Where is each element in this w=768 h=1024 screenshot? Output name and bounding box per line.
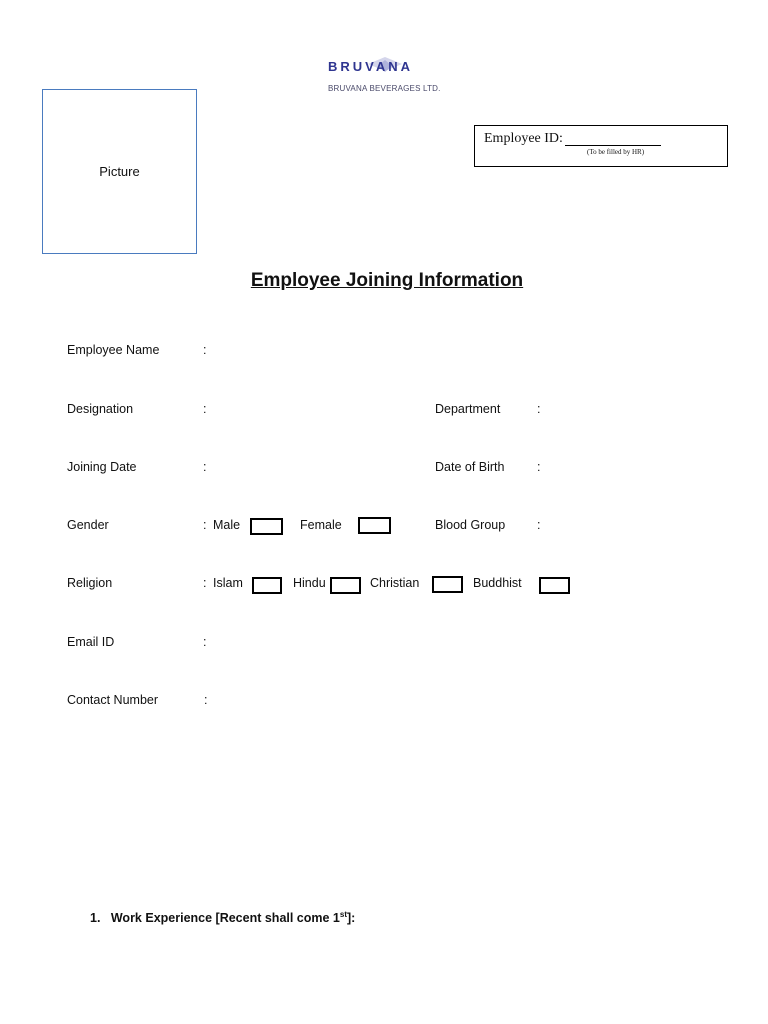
company-name: BRUVANA BEVERAGES LTD. — [328, 84, 441, 93]
email-id-colon: : — [203, 635, 207, 649]
employee-id-note: (To be filled by HR) — [587, 148, 645, 156]
contact-number-colon: : — [204, 693, 208, 707]
email-id-label: Email ID — [67, 635, 115, 649]
employee-id-box — [474, 125, 728, 167]
joining-date-colon: : — [203, 460, 207, 474]
contact-number-label: Contact Number — [67, 693, 159, 707]
religion-hindu-label: Hindu — [293, 576, 326, 590]
section-number: 1. — [90, 911, 101, 926]
religion-islam-checkbox[interactable] — [252, 577, 282, 594]
employee-id-label: Employee ID: — [484, 131, 563, 146]
gender-female-label: Female — [300, 518, 342, 532]
section-superscript: st — [339, 910, 348, 919]
employee-id-field[interactable] — [565, 145, 661, 146]
contact-number-field[interactable] — [215, 690, 725, 710]
gender-label: Gender — [67, 518, 109, 532]
date-of-birth-label: Date of Birth — [435, 460, 505, 474]
picture-label: Picture — [99, 164, 140, 179]
designation-colon: : — [203, 402, 207, 416]
gender-colon: : — [203, 518, 207, 532]
designation-label: Designation — [67, 402, 134, 416]
religion-buddhist-checkbox[interactable] — [539, 577, 570, 594]
employee-name-label: Employee Name — [67, 343, 160, 357]
date-of-birth-colon: : — [537, 460, 541, 474]
gender-male-label: Male — [213, 518, 241, 532]
religion-islam-label: Islam — [213, 576, 243, 590]
employee-name-field[interactable] — [215, 340, 725, 360]
blood-group-field[interactable] — [549, 515, 724, 535]
company-logo — [328, 56, 442, 78]
page-title: Employee Joining Information — [250, 270, 524, 291]
section-suffix: ]: — [347, 911, 356, 926]
email-id-field[interactable] — [215, 632, 725, 652]
department-label: Department — [435, 402, 501, 416]
designation-field[interactable] — [215, 399, 415, 419]
religion-christian-label: Christian — [370, 576, 420, 590]
date-of-birth-field[interactable] — [549, 457, 724, 477]
religion-hindu-checkbox[interactable] — [330, 577, 361, 594]
joining-date-label: Joining Date — [67, 460, 137, 474]
religion-label: Religion — [67, 576, 113, 590]
employee-name-colon: : — [203, 343, 207, 357]
gender-female-checkbox[interactable] — [358, 517, 391, 534]
religion-colon: : — [203, 576, 207, 590]
svg-text:BRUVANA: BRUVANA — [328, 59, 414, 74]
department-colon: : — [537, 402, 541, 416]
department-field[interactable] — [549, 399, 724, 419]
religion-buddhist-label: Buddhist — [473, 576, 522, 590]
gender-male-checkbox[interactable] — [250, 518, 283, 535]
work-experience-heading — [90, 910, 355, 925]
joining-date-field[interactable] — [215, 457, 415, 477]
picture-placeholder[interactable] — [42, 89, 197, 254]
section-text: Work Experience [Recent shall come 1 — [110, 911, 340, 926]
blood-group-colon: : — [537, 518, 541, 532]
religion-christian-checkbox[interactable] — [432, 576, 463, 593]
blood-group-label: Blood Group — [435, 518, 506, 532]
